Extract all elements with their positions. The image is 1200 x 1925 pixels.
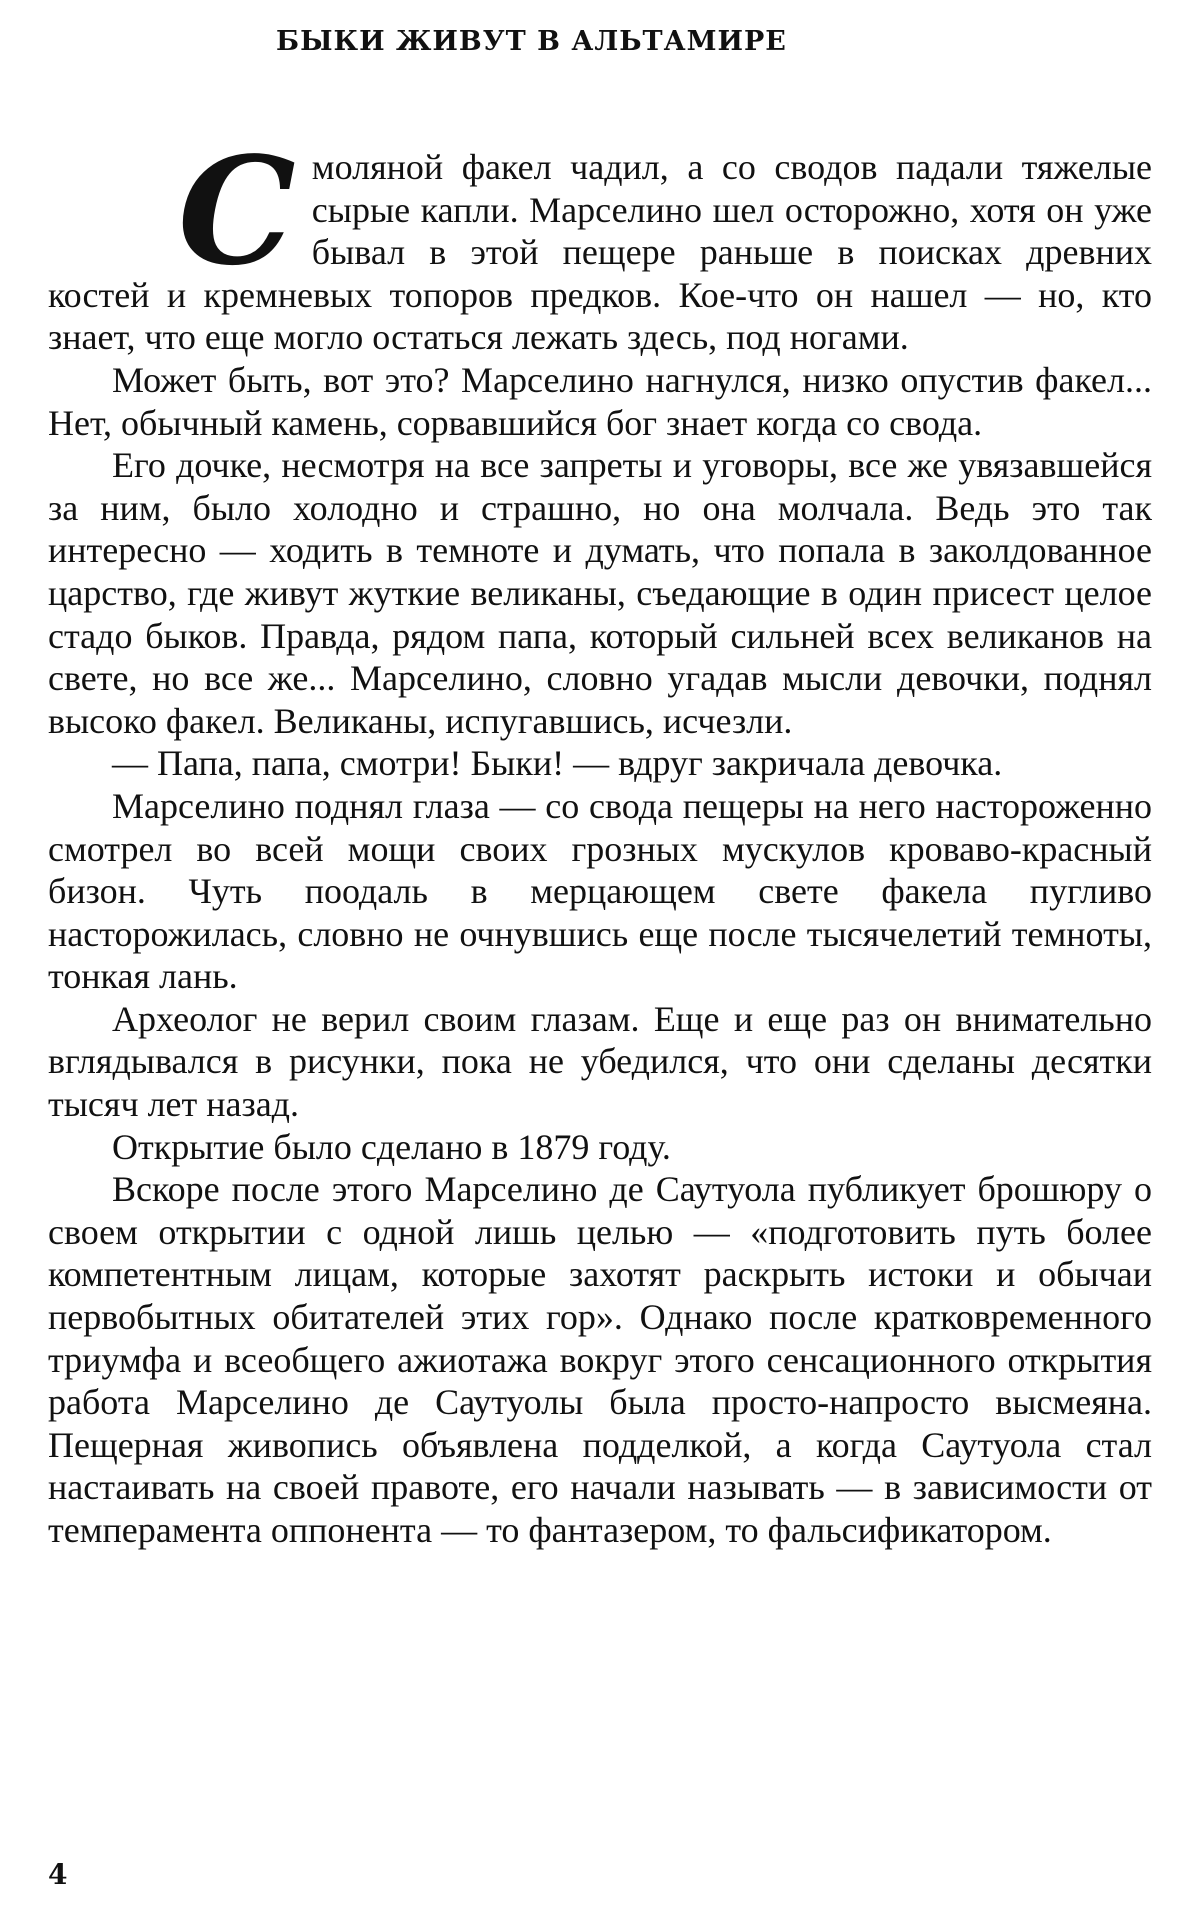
running-head: БЫКИ ЖИВУТ В АЛЬТАМИРЕ (276, 26, 787, 57)
paragraph-3: Его дочке, несмотря на все запреты и уговоры, все же увязавшейся за ним, было холодно и страшно, но она молчала. Ведь это так интересно — ходить в темноте и думать, что попала в заколдованное царство, где живут жуткие великаны, съедающие в один присест целое стадо быков. Правда, рядом папа, который сильней всех великанов на свете, но все же... Марселино, словно угадав мысли девочки, поднял высоко факел. Великаны, испугавшись, исчезли. (48, 445, 1152, 741)
paragraph-1 (48, 124, 1152, 359)
book-page (48, 0, 1152, 1925)
drop-cap: С (178, 124, 296, 298)
paragraph-7: Открытие было сделано в 1879 году. (112, 1126, 671, 1167)
paragraph-2: Может быть, вот это? Марселино нагнулся, низко опустив факел... Нет, обычный камень, сорвавшийся бог знает когда со свода. (48, 359, 1152, 443)
paragraph-6: Археолог не верил своим глазам. Еще и еще раз он внимательно вглядывался в рисунки, пока не убедился, что они сделаны десятки тысяч лет назад. (48, 998, 1152, 1125)
paragraph-4: — Папа, папа, смотри! Быки! — вдруг закричала девочка. (112, 743, 1003, 784)
paragraph-8: Вскоре после этого Марселино де Саутуола публикует брошюру о своем открытии с одной лишь целью — «подготовить путь более компетентным лицам, которые захотят раскрыть истоки и обычаи первобытных обитателей этих гор». Однако после кратковременного триумфа и всеобщего ажиотажа вокруг этого сенсационного открытия работа Марселино де Саутуолы была просто-напросто высмеяна. Пещерная живопись объявлена подделкой, а когда Саутуола стал настаивать на своей правоте, его начали называть — в зависимости от темперамента оппонента — то фантазером, то фальсификатором. (48, 1169, 1152, 1550)
page-number: 4 (48, 1858, 68, 1891)
paragraph-1-text: моляной факел чадил, а со сводов падали тяжелые сырые капли. Марселино шел осторожно, хотя он уже бывал в этой пещере раньше в поисках древних костей и кремневых топоров предков. Кое-что он нашел — но, кто знает, что еще могло остаться лежать здесь, под ногами. (48, 147, 1152, 358)
body-text (48, 124, 1152, 1552)
paragraph-5: Марселино поднял глаза — со свода пещеры на него настороженно смотрел во всей мощи своих грозных мускулов кроваво-красный бизон. Чуть поодаль в мерцающем свете факела пугливо насторожилась, словно не очнувшись еще после тысячелетий темноты, тонкая лань. (48, 785, 1152, 997)
